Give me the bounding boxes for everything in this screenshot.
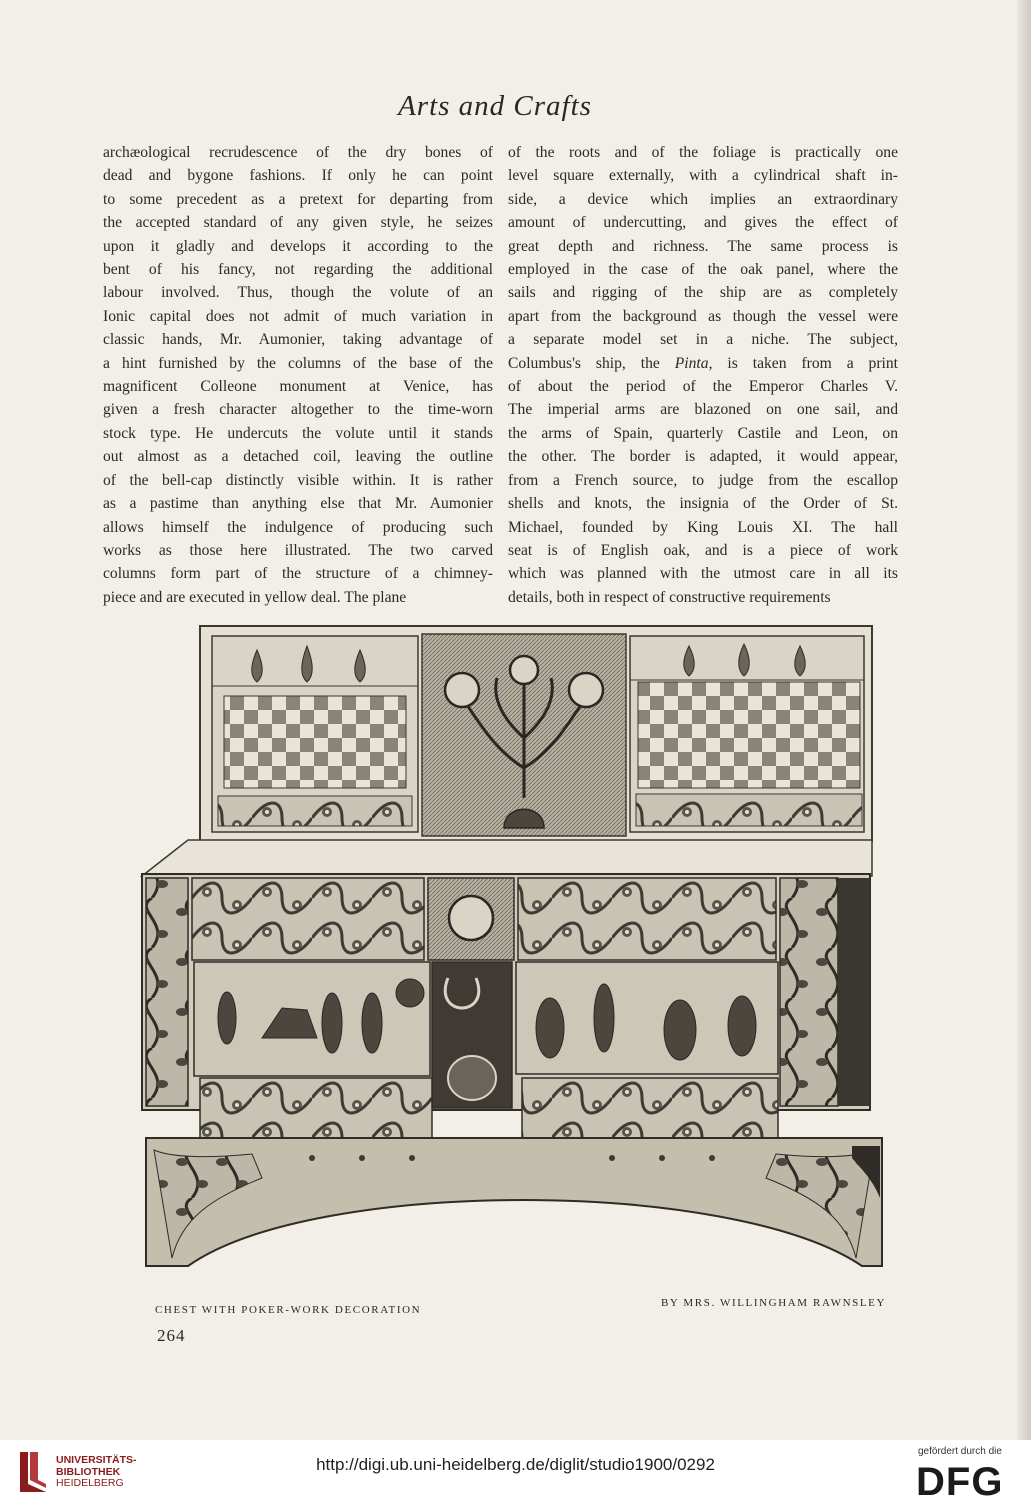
- text-line: dead and bygone fashions. If only he can point: [103, 167, 493, 185]
- text-line: Michael, founded by King Louis XI. The hall: [508, 518, 898, 536]
- text-line: which was planned with the utmost care in all its: [508, 565, 898, 583]
- text-line: Ionic capital does not admit of much variation in: [103, 307, 493, 325]
- text-line: upon it gladly and develops it according to the: [103, 237, 493, 255]
- dfg-logo: DFG: [916, 1460, 1004, 1504]
- text-line: employed in the case of the oak panel, where the: [508, 261, 898, 279]
- text-line: details, both in respect of constructive requirements: [508, 588, 831, 606]
- text-line: of the roots and of the foliage is practically one: [508, 144, 898, 161]
- permalink-url[interactable]: http://digi.ub.uni-heidelberg.de/diglit/studio1900/0292: [316, 1455, 715, 1474]
- text-line: side, a device which implies an extraordinary: [508, 190, 898, 208]
- running-head: Arts and Crafts: [398, 90, 592, 122]
- text-line: amount of undercutting, and gives the effect of: [508, 214, 898, 232]
- text-line: seat is of English oak, and is a piece of work: [508, 541, 898, 559]
- digitization-footer: [0, 1440, 1031, 1512]
- text-line: the arms of Spain, quarterly Castile and Leon, on: [508, 424, 898, 442]
- text-line: great depth and richness. The same process is: [508, 237, 898, 255]
- text-line: classic hands, Mr. Aumonier, taking advantage of: [103, 331, 493, 349]
- page-number: 264: [157, 1326, 186, 1345]
- chest-illustration: [132, 598, 892, 1283]
- text-line: to some precedent as a pretext for departing from: [103, 190, 493, 208]
- text-line: The imperial arms are blazoned on one sail, and: [508, 401, 898, 419]
- text-line: of about the period of the Emperor Charles V.: [508, 378, 898, 396]
- text-line: the accepted standard of any given style, he seizes: [103, 214, 493, 232]
- text-line: given a fresh character altogether to the time-worn: [103, 401, 493, 419]
- text-line: level square externally, with a cylindrical shaft in-: [508, 167, 898, 185]
- text-line: as a pastime than anything else that Mr. Aumonier: [103, 495, 493, 513]
- text-line: labour involved. Thus, though the volute of an: [103, 284, 493, 302]
- chest-body: [142, 840, 872, 1138]
- library-name-line-1: UNIVERSITÄTS-: [56, 1454, 137, 1466]
- text-line: the other. The border is adapted, it would appear,: [508, 448, 898, 466]
- text-line: from a French source, to judge from the escallop: [508, 471, 898, 489]
- library-name-line-3: HEIDELBERG: [56, 1477, 124, 1489]
- text-line: shells and knots, the insignia of the Order of St.: [508, 495, 898, 513]
- text-line: columns form part of the structure of a chimney-: [103, 565, 493, 583]
- text-line: allows himself the indulgence of producing such: [103, 518, 493, 536]
- page-edge-shadow: [1017, 0, 1031, 1440]
- ship-name: Pinta: [674, 354, 709, 372]
- left-text-column: [103, 141, 493, 609]
- sponsor-label: gefördert durch die: [918, 1446, 1002, 1457]
- text-line: a hint furnished by the columns of the base of the: [103, 354, 493, 372]
- text-line: of the bell-cap distinctly visible within. It is rather: [103, 471, 493, 489]
- plate-caption-title: CHEST WITH POKER-WORK DECORATION: [155, 1304, 422, 1316]
- chest-lid: [200, 626, 872, 841]
- plate-caption-credit: BY MRS. WILLINGHAM RAWNSLEY: [661, 1297, 887, 1309]
- text-line: out almost as a detached coil, leaving the outline: [103, 448, 493, 466]
- text-line: archæological recrudescence of the dry bones of: [103, 144, 493, 161]
- text-line: a separate model set in a niche. The subject,: [508, 331, 898, 349]
- right-text-column: [508, 141, 898, 609]
- library-name-line-2: BIBLIOTHEK: [56, 1465, 121, 1478]
- text-line: piece and are executed in yellow deal. The plane: [103, 588, 407, 606]
- text-line: magnificent Colleone monument at Venice, has: [103, 378, 493, 396]
- text-line: Columbus's ship, the Pinta, is taken from a print: [508, 354, 899, 372]
- chest-plinth: [146, 1138, 882, 1266]
- text-line: stock type. He undercuts the volute until it stands: [103, 424, 493, 442]
- text-line: bent of his fancy, not regarding the additional: [103, 261, 493, 279]
- text-line: sails and rigging of the ship are as completely: [508, 284, 898, 302]
- text-line: works as those here illustrated. The two carved: [103, 541, 493, 559]
- text-line: apart from the background as though the vessel were: [508, 307, 898, 325]
